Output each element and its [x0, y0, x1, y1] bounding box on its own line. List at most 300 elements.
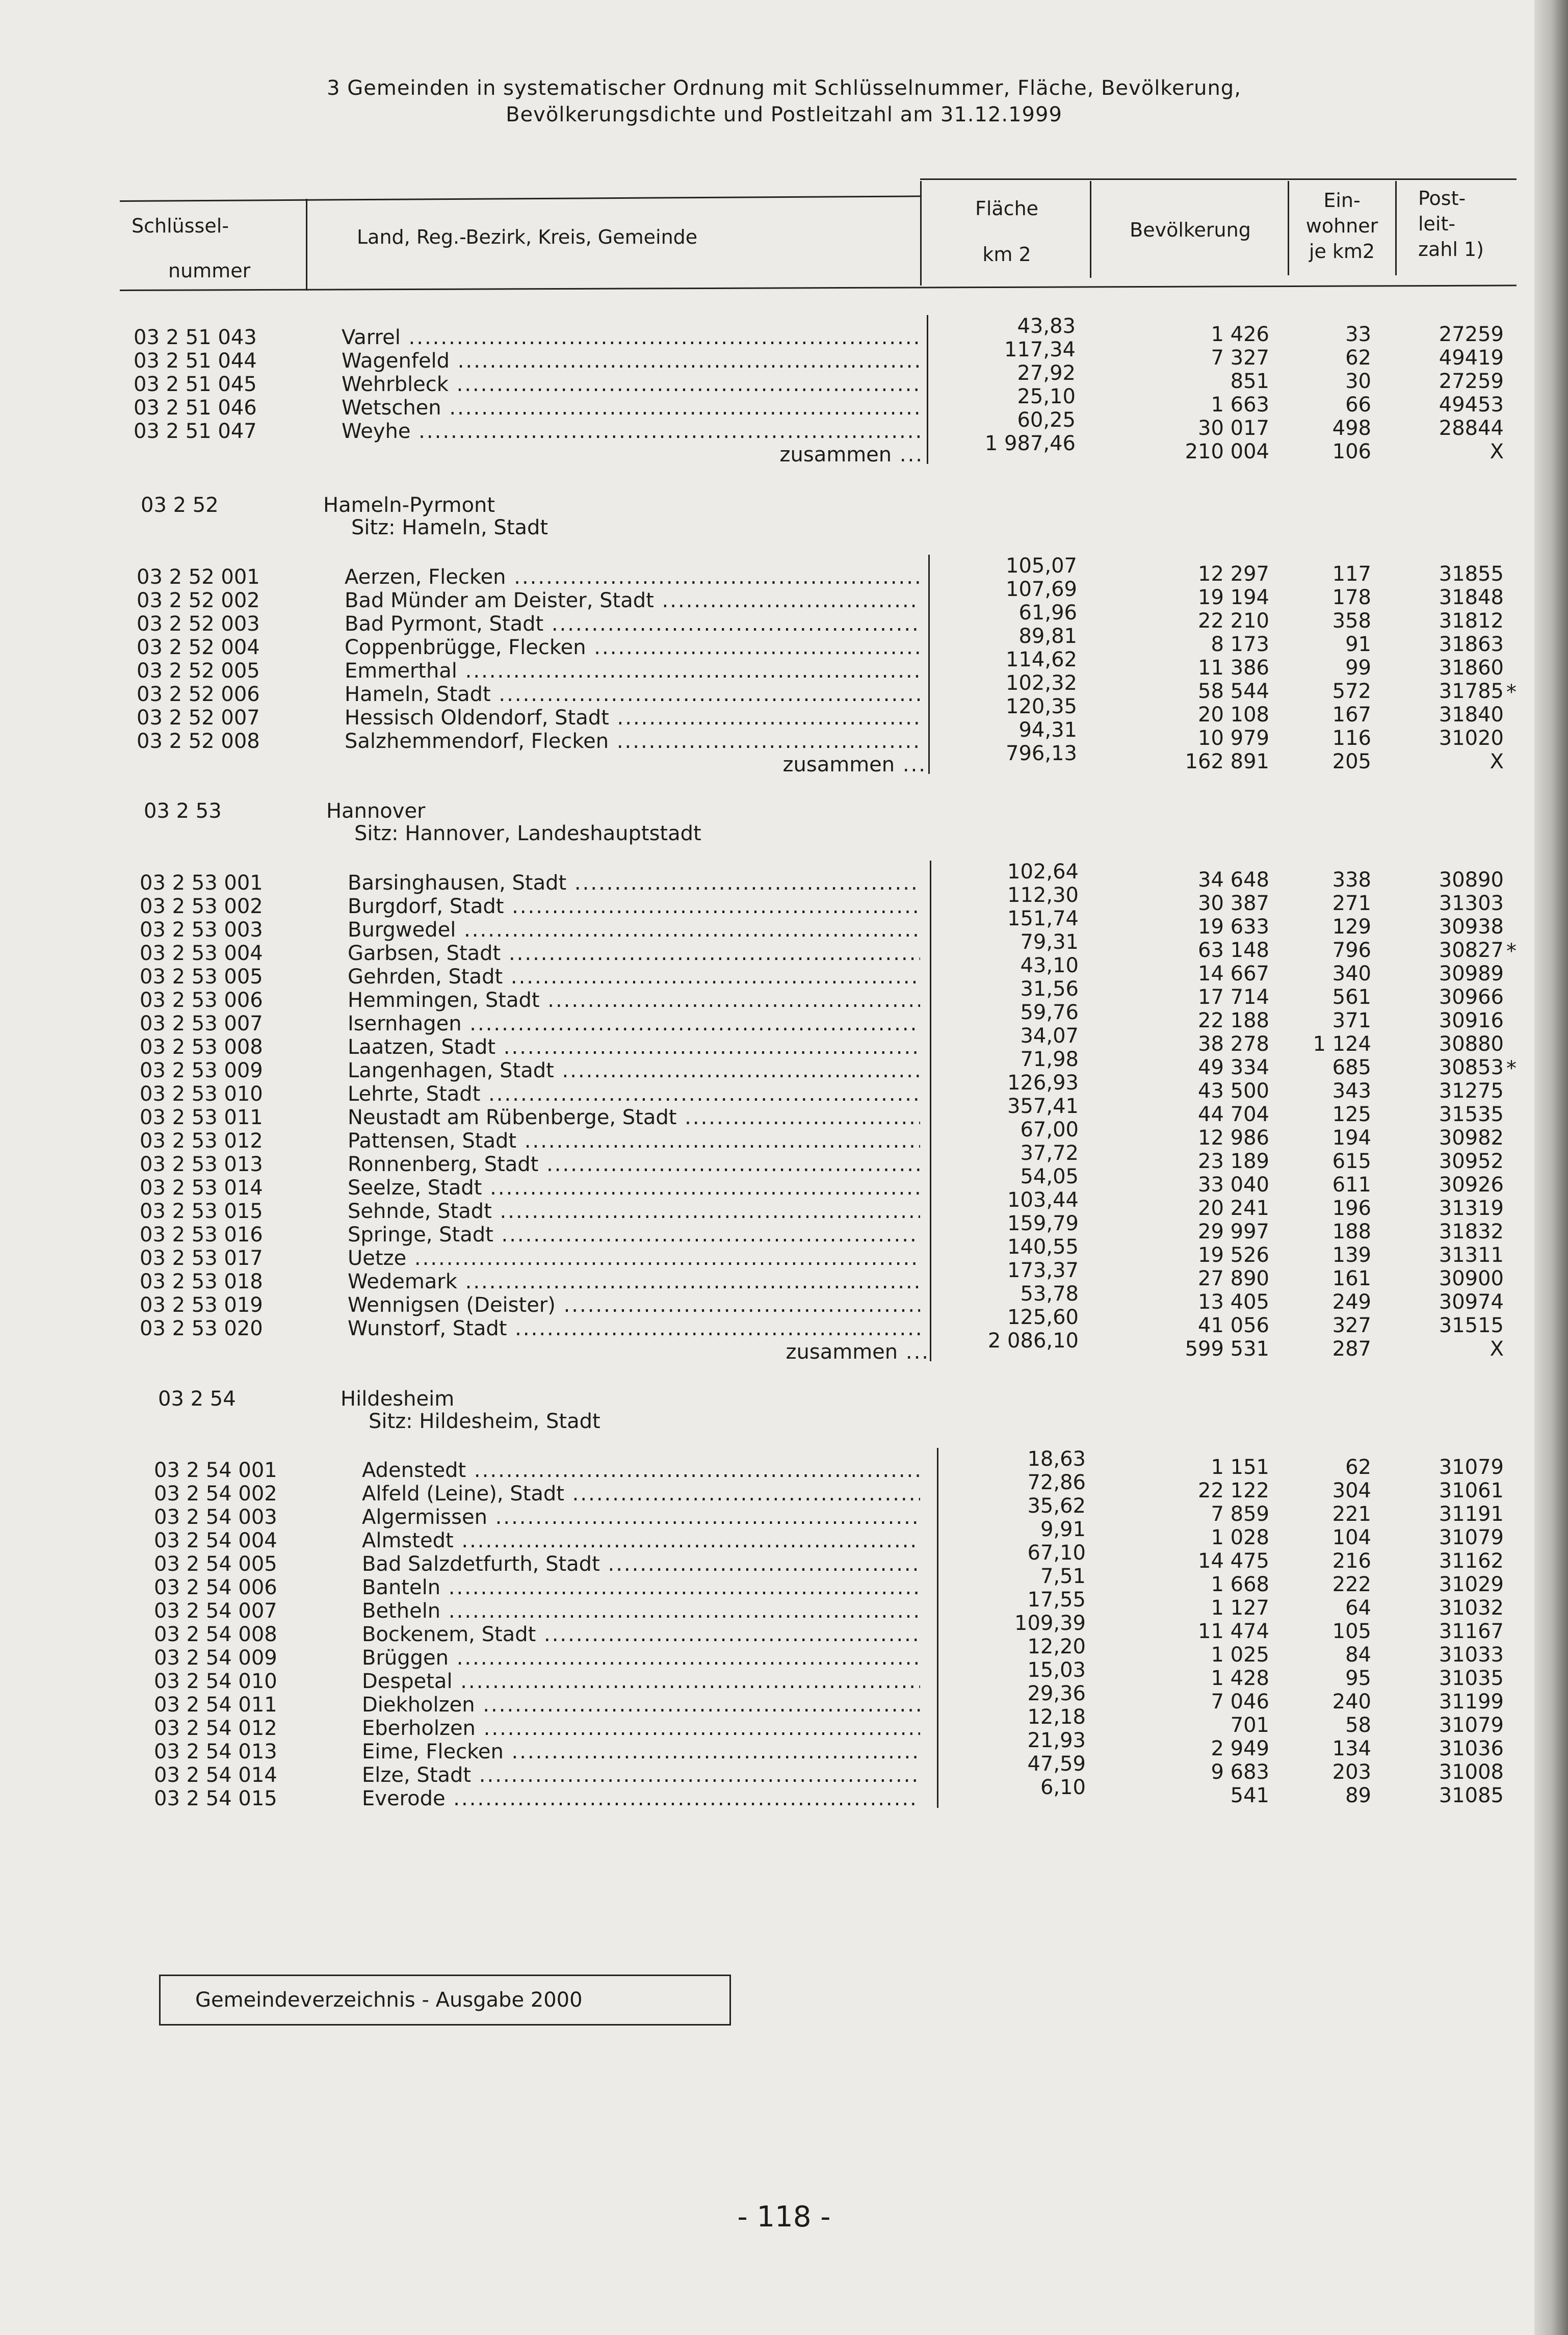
header-name: Land, Reg.-Bezirk, Kreis, Gemeinde — [357, 226, 698, 248]
population-value: 1 151 — [1211, 1456, 1269, 1479]
density-value: 611 — [1332, 1173, 1371, 1197]
municipality-key: 03 2 53 012 — [140, 1129, 263, 1153]
area-value: 61,96 — [1018, 601, 1077, 625]
municipality-key: 03 2 53 014 — [140, 1176, 263, 1200]
postcode-value: 31029 — [1439, 1573, 1504, 1596]
area-value: 114,62 — [1006, 648, 1077, 671]
municipality-name: Hemmingen, Stadt ..... — [348, 988, 920, 1013]
municipality-key: 03 2 53 020 — [140, 1317, 263, 1340]
municipality-name: Aerzen, Flecken ..... — [345, 565, 920, 589]
area-value: 126,93 — [1007, 1071, 1079, 1095]
population-value: 19 633 — [1198, 915, 1269, 939]
density-value: 271 — [1332, 892, 1371, 915]
municipality-name: Wetschen ..... — [342, 396, 920, 420]
municipality-name: Coppenbrügge, Flecken ..... — [345, 635, 920, 660]
municipality-key: 03 2 54 003 — [154, 1506, 277, 1529]
area-value: 53,78 — [1020, 1282, 1079, 1306]
population-value: 14 667 — [1198, 962, 1269, 985]
total-density: 205 — [1332, 750, 1371, 773]
postcode-value: 30938 — [1439, 915, 1504, 939]
area-value: 72,86 — [1027, 1471, 1086, 1494]
population-value: 1 426 — [1211, 323, 1269, 346]
municipality-key: 03 2 51 043 — [134, 326, 257, 349]
page-number: - 118 - — [737, 2200, 831, 2234]
postcode-value: 31036 — [1439, 1737, 1504, 1760]
municipality-name: Burgdorf, Stadt ..... — [348, 894, 920, 919]
municipality-name: Burgwedel ..... — [348, 918, 920, 942]
postcode-value: 31079 — [1439, 1714, 1504, 1737]
municipality-key: 03 2 52 005 — [137, 659, 260, 683]
header-divider-4 — [1288, 181, 1289, 275]
postcode-value: 31079 — [1439, 1526, 1504, 1549]
population-value: 43 500 — [1198, 1079, 1269, 1103]
density-value: 249 — [1332, 1290, 1371, 1314]
municipality-key: 03 2 53 015 — [140, 1200, 263, 1223]
density-value: 116 — [1332, 727, 1371, 750]
municipality-key: 03 2 54 006 — [154, 1576, 277, 1599]
population-value: 41 056 — [1198, 1314, 1269, 1337]
density-value: 572 — [1332, 680, 1371, 703]
density-value: 62 — [1345, 1456, 1371, 1479]
area-value: 12,20 — [1027, 1635, 1086, 1658]
area-value: 105,07 — [1006, 554, 1077, 578]
municipality-key: 03 2 51 046 — [134, 396, 257, 420]
footnote-mark: * — [1506, 1057, 1517, 1080]
area-value: 34,07 — [1020, 1024, 1079, 1048]
postcode-value: 30966 — [1439, 985, 1504, 1009]
area-value: 67,10 — [1027, 1541, 1086, 1565]
postcode-value: 31840 — [1439, 703, 1504, 727]
population-value: 7 046 — [1211, 1690, 1269, 1714]
postcode-value: 30890 — [1439, 868, 1504, 892]
municipality-key: 03 2 53 017 — [140, 1247, 263, 1270]
area-value: 67,00 — [1020, 1118, 1079, 1141]
population-value: 30 387 — [1198, 892, 1269, 915]
municipality-name: Wedemark ..... — [348, 1269, 920, 1294]
density-value: 338 — [1332, 868, 1371, 892]
municipality-name: Banteln ..... — [362, 1575, 920, 1600]
municipality-key: 03 2 53 005 — [140, 965, 263, 989]
population-value: 10 979 — [1198, 727, 1269, 750]
density-value: 240 — [1332, 1690, 1371, 1714]
population-value: 19 194 — [1198, 586, 1269, 609]
population-value: 7 859 — [1211, 1502, 1269, 1526]
postcode-value: 31812 — [1439, 609, 1504, 633]
header-density-line-3: je km2 — [1309, 240, 1375, 263]
municipality-name: Adenstedt ..... — [362, 1458, 920, 1483]
population-value: 14 475 — [1198, 1549, 1269, 1573]
area-value: 60,25 — [1017, 408, 1076, 432]
postcode-value: 30926 — [1439, 1173, 1504, 1197]
municipality-key: 03 2 53 018 — [140, 1270, 263, 1293]
municipality-key: 03 2 53 004 — [140, 942, 263, 965]
municipality-name: Gehrden, Stadt ..... — [348, 965, 920, 989]
density-value: 216 — [1332, 1549, 1371, 1573]
density-value: 167 — [1332, 703, 1371, 727]
municipality-key: 03 2 54 009 — [154, 1646, 277, 1670]
postcode-value: 31832 — [1439, 1220, 1504, 1243]
density-value: 221 — [1332, 1502, 1371, 1526]
area-value: 12,18 — [1027, 1705, 1086, 1729]
page-edge-shadow — [1534, 0, 1568, 2335]
area-value: 27,92 — [1017, 361, 1076, 385]
density-value: 99 — [1345, 656, 1371, 680]
population-value: 49 334 — [1198, 1056, 1269, 1079]
area-value: 25,10 — [1017, 385, 1076, 408]
municipality-key: 03 2 53 008 — [140, 1035, 263, 1059]
area-value: 103,44 — [1007, 1188, 1079, 1212]
municipality-name: Salzhemmendorf, Flecken ..... — [345, 729, 920, 754]
postcode-value: 31167 — [1439, 1620, 1504, 1643]
postcode-value: 31191 — [1439, 1502, 1504, 1526]
municipality-name: Diekholzen ..... — [362, 1693, 920, 1717]
municipality-name: Algermissen ..... — [362, 1505, 920, 1529]
density-value: 371 — [1332, 1009, 1371, 1032]
municipality-name: Barsinghausen, Stadt ..... — [348, 871, 920, 895]
area-value: 102,32 — [1006, 671, 1077, 695]
population-value: 1 668 — [1211, 1573, 1269, 1596]
postcode-value: 31032 — [1439, 1596, 1504, 1620]
density-value: 62 — [1345, 346, 1371, 370]
population-value: 58 544 — [1198, 680, 1269, 703]
population-value: 22 122 — [1198, 1479, 1269, 1502]
column-separator — [927, 315, 928, 464]
municipality-key: 03 2 54 014 — [154, 1763, 277, 1787]
district-key: 03 2 54 — [158, 1387, 236, 1411]
population-value: 2 949 — [1211, 1737, 1269, 1760]
postcode-value: 31319 — [1439, 1197, 1504, 1220]
density-value: 615 — [1332, 1150, 1371, 1173]
area-value: 43,10 — [1020, 954, 1079, 977]
footer-edition-label: Gemeindeverzeichnis - Ausgabe 2000 — [195, 1988, 583, 2012]
postcode-value: 31162 — [1439, 1549, 1504, 1573]
area-value: 159,79 — [1007, 1212, 1079, 1235]
municipality-key: 03 2 51 047 — [134, 420, 257, 443]
municipality-name: Neustadt am Rübenberge, Stadt ..... — [348, 1105, 920, 1130]
total-label: zusammen ... — [740, 443, 924, 467]
postcode-value: 30952 — [1439, 1150, 1504, 1173]
population-value: 1 025 — [1211, 1643, 1269, 1667]
population-value: 9 683 — [1211, 1760, 1269, 1784]
district-seat: Sitz: Hildesheim, Stadt — [369, 1410, 600, 1433]
municipality-key: 03 2 52 003 — [137, 612, 260, 636]
density-value: 95 — [1345, 1667, 1371, 1690]
municipality-key: 03 2 54 008 — [154, 1623, 277, 1646]
population-value: 1 663 — [1211, 393, 1269, 417]
municipality-name: Varrel ..... — [342, 325, 920, 350]
municipality-name: Langenhagen, Stadt ..... — [348, 1058, 920, 1083]
postcode-value: 31008 — [1439, 1760, 1504, 1784]
footer-edition-box — [159, 1975, 731, 2026]
municipality-name: Wagenfeld ..... — [342, 349, 920, 373]
header-top-line-right — [920, 178, 1517, 180]
postcode-value: 31535 — [1439, 1103, 1504, 1126]
population-value: 23 189 — [1198, 1150, 1269, 1173]
municipality-key: 03 2 53 016 — [140, 1223, 263, 1247]
postcode-value: 31199 — [1439, 1690, 1504, 1714]
population-value: 1 028 — [1211, 1526, 1269, 1549]
postcode-value: 30827 — [1439, 939, 1504, 962]
population-value: 1 428 — [1211, 1667, 1269, 1690]
postcode-value: 28844 — [1439, 417, 1504, 440]
density-value: 304 — [1332, 1479, 1371, 1502]
district-seat: Sitz: Hannover, Landeshauptstadt — [354, 822, 701, 845]
municipality-key: 03 2 51 044 — [134, 349, 257, 373]
density-value: 104 — [1332, 1526, 1371, 1549]
footnote-mark: * — [1506, 940, 1517, 963]
municipality-key: 03 2 52 007 — [137, 706, 260, 730]
municipality-name: Springe, Stadt ..... — [348, 1223, 920, 1247]
municipality-key: 03 2 53 003 — [140, 918, 263, 942]
population-value: 29 997 — [1198, 1220, 1269, 1243]
population-value: 33 040 — [1198, 1173, 1269, 1197]
municipality-key: 03 2 53 013 — [140, 1153, 263, 1176]
postcode-value: 31860 — [1439, 656, 1504, 680]
total-area: 2 086,10 — [987, 1329, 1079, 1353]
area-value: 35,62 — [1027, 1494, 1086, 1518]
postcode-value: 30900 — [1439, 1267, 1504, 1290]
footnote-mark: * — [1506, 681, 1517, 704]
municipality-key: 03 2 53 011 — [140, 1106, 263, 1129]
district-key: 03 2 52 — [141, 494, 219, 517]
population-value: 20 241 — [1198, 1197, 1269, 1220]
total-postcode: X — [1489, 440, 1504, 463]
population-value: 63 148 — [1198, 939, 1269, 962]
municipality-name: Pattensen, Stadt ..... — [348, 1129, 920, 1153]
municipality-name: Betheln ..... — [362, 1599, 920, 1623]
density-value: 117 — [1332, 562, 1371, 586]
area-value: 120,35 — [1006, 695, 1077, 718]
population-value: 1 127 — [1211, 1596, 1269, 1620]
population-value: 851 — [1230, 370, 1269, 393]
density-value: 30 — [1345, 370, 1371, 393]
postcode-value: 27259 — [1439, 370, 1504, 393]
municipality-key: 03 2 54 010 — [154, 1670, 277, 1693]
area-value: 89,81 — [1018, 625, 1077, 648]
population-value: 13 405 — [1198, 1290, 1269, 1314]
density-value: 203 — [1332, 1760, 1371, 1784]
district-key: 03 2 53 — [144, 799, 222, 823]
municipality-key: 03 2 53 007 — [140, 1012, 263, 1035]
header-divider-1 — [306, 199, 307, 291]
municipality-name: Garbsen, Stadt ..... — [348, 941, 920, 966]
postcode-value: 31275 — [1439, 1079, 1504, 1103]
density-value: 58 — [1345, 1714, 1371, 1737]
municipality-name: Seelze, Stadt ..... — [348, 1176, 920, 1200]
density-value: 125 — [1332, 1103, 1371, 1126]
total-postcode: X — [1489, 1337, 1504, 1361]
density-value: 796 — [1332, 939, 1371, 962]
postcode-value: 30982 — [1439, 1126, 1504, 1150]
area-value: 31,56 — [1020, 977, 1079, 1001]
municipality-name: Hameln, Stadt ..... — [345, 682, 920, 707]
population-value: 22 210 — [1198, 609, 1269, 633]
municipality-name: Everode ..... — [362, 1786, 920, 1811]
population-value: 7 327 — [1211, 346, 1269, 370]
area-value: 151,74 — [1007, 907, 1079, 930]
density-value: 561 — [1332, 985, 1371, 1009]
district-name: Hannover — [326, 799, 426, 823]
municipality-name: Sehnde, Stadt ..... — [348, 1199, 920, 1224]
postcode-value: 30853 — [1439, 1056, 1504, 1079]
header-postcode-line-3: zahl 1) — [1418, 238, 1484, 261]
postcode-value: 49419 — [1439, 346, 1504, 370]
density-value: 327 — [1332, 1314, 1371, 1337]
header-density-line-1: Ein- — [1323, 189, 1361, 212]
municipality-name: Uetze ..... — [348, 1246, 920, 1270]
postcode-value: 27259 — [1439, 323, 1504, 346]
postcode-value: 31061 — [1439, 1479, 1504, 1502]
density-value: 129 — [1332, 915, 1371, 939]
population-value: 11 386 — [1198, 656, 1269, 680]
municipality-name: Isernhagen ..... — [348, 1011, 920, 1036]
postcode-value: 49453 — [1439, 393, 1504, 417]
area-value: 29,36 — [1027, 1682, 1086, 1705]
municipality-name: Bad Pyrmont, Stadt ..... — [345, 612, 920, 636]
header-divider-3 — [1090, 181, 1091, 278]
municipality-name: Weyhe ..... — [342, 419, 920, 444]
municipality-key: 03 2 53 001 — [140, 871, 263, 895]
municipality-name: Lehrte, Stadt ..... — [348, 1082, 920, 1106]
density-value: 498 — [1332, 417, 1371, 440]
population-value: 38 278 — [1198, 1032, 1269, 1056]
density-value: 33 — [1345, 323, 1371, 346]
municipality-name: Emmerthal ..... — [345, 659, 920, 683]
area-value: 15,03 — [1027, 1658, 1086, 1682]
area-value: 173,37 — [1007, 1259, 1079, 1282]
municipality-key: 03 2 54 004 — [154, 1529, 277, 1552]
density-value: 105 — [1332, 1620, 1371, 1643]
municipality-key: 03 2 54 001 — [154, 1459, 277, 1482]
header-population: Bevölkerung — [1130, 219, 1251, 241]
postcode-value: 30916 — [1439, 1009, 1504, 1032]
area-value: 125,60 — [1007, 1306, 1079, 1329]
population-value: 19 526 — [1198, 1243, 1269, 1267]
header-area-line-2: km 2 — [982, 243, 1031, 266]
population-value: 701 — [1230, 1714, 1269, 1737]
header-top-line — [120, 195, 920, 202]
postcode-value: 31515 — [1439, 1314, 1504, 1337]
header-area-line-1: Fläche — [975, 197, 1039, 220]
municipality-name: Wehrbleck ..... — [342, 372, 920, 397]
area-value: 54,05 — [1020, 1165, 1079, 1188]
total-density: 287 — [1332, 1337, 1371, 1361]
population-value: 22 188 — [1198, 1009, 1269, 1032]
total-postcode: X — [1489, 750, 1504, 773]
population-value: 8 173 — [1211, 633, 1269, 656]
header-density-line-2: wohner — [1305, 215, 1378, 237]
area-value: 79,31 — [1020, 930, 1079, 954]
area-value: 94,31 — [1018, 718, 1077, 742]
municipality-key: 03 2 54 012 — [154, 1717, 277, 1740]
area-value: 112,30 — [1007, 884, 1079, 907]
area-value: 140,55 — [1007, 1235, 1079, 1259]
municipality-name: Wunstorf, Stadt ..... — [348, 1316, 920, 1341]
area-value: 17,55 — [1027, 1588, 1086, 1612]
municipality-name: Eberholzen ..... — [362, 1716, 920, 1741]
population-value: 17 714 — [1198, 985, 1269, 1009]
municipality-name: Eime, Flecken ..... — [362, 1740, 920, 1764]
area-value: 7,51 — [1040, 1565, 1086, 1588]
total-population: 599 531 — [1185, 1337, 1269, 1361]
population-value: 541 — [1230, 1784, 1269, 1807]
density-value: 66 — [1345, 393, 1371, 417]
postcode-value: 31848 — [1439, 586, 1504, 609]
density-value: 196 — [1332, 1197, 1371, 1220]
postcode-value: 31311 — [1439, 1243, 1504, 1267]
district-seat: Sitz: Hameln, Stadt — [351, 516, 548, 539]
density-value: 161 — [1332, 1267, 1371, 1290]
area-value: 357,41 — [1007, 1095, 1079, 1118]
density-value: 188 — [1332, 1220, 1371, 1243]
population-value: 11 474 — [1198, 1620, 1269, 1643]
municipality-key: 03 2 52 004 — [137, 636, 260, 659]
total-area: 796,13 — [1006, 742, 1077, 765]
population-value: 12 986 — [1198, 1126, 1269, 1150]
municipality-key: 03 2 52 008 — [137, 730, 260, 753]
municipality-name: Elze, Stadt ..... — [362, 1763, 920, 1787]
population-value: 34 648 — [1198, 868, 1269, 892]
municipality-name: Bockenem, Stadt ..... — [362, 1622, 920, 1647]
municipality-name: Brüggen ..... — [362, 1646, 920, 1670]
density-value: 89 — [1345, 1784, 1371, 1807]
municipality-key: 03 2 54 013 — [154, 1740, 277, 1763]
header-key-line-2: nummer — [168, 260, 251, 282]
postcode-value: 30989 — [1439, 962, 1504, 985]
header-divider-2 — [920, 181, 922, 286]
population-value: 44 704 — [1198, 1103, 1269, 1126]
density-value: 1 124 — [1313, 1032, 1371, 1056]
population-value: 27 890 — [1198, 1267, 1269, 1290]
area-value: 37,72 — [1020, 1141, 1079, 1165]
district-name: Hildesheim — [341, 1387, 455, 1411]
district-name: Hameln-Pyrmont — [323, 494, 495, 517]
density-value: 91 — [1345, 633, 1371, 656]
header-key-line-1: Schlüssel- — [132, 215, 229, 237]
postcode-value: 30880 — [1439, 1032, 1504, 1056]
postcode-value: 31855 — [1439, 562, 1504, 586]
area-value: 18,63 — [1027, 1447, 1086, 1471]
density-value: 343 — [1332, 1079, 1371, 1103]
density-value: 139 — [1332, 1243, 1371, 1267]
density-value: 134 — [1332, 1737, 1371, 1760]
area-value: 117,34 — [1004, 338, 1076, 361]
density-value: 194 — [1332, 1126, 1371, 1150]
municipality-name: Almstedt ..... — [362, 1528, 920, 1553]
municipality-name: Ronnenberg, Stadt ..... — [348, 1152, 920, 1177]
municipality-name: Bad Münder am Deister, Stadt ..... — [345, 588, 920, 613]
municipality-name: Hessisch Oldendorf, Stadt ..... — [345, 706, 920, 730]
header-divider-5 — [1395, 181, 1397, 275]
total-population: 162 891 — [1185, 750, 1269, 773]
area-value: 47,59 — [1027, 1752, 1086, 1776]
population-value: 30 017 — [1198, 417, 1269, 440]
column-separator — [930, 861, 931, 1361]
municipality-name: Despetal ..... — [362, 1669, 920, 1694]
postcode-value: 31863 — [1439, 633, 1504, 656]
column-separator — [928, 555, 930, 774]
postcode-value: 30974 — [1439, 1290, 1504, 1314]
area-value: 109,39 — [1014, 1612, 1086, 1635]
municipality-key: 03 2 53 006 — [140, 989, 263, 1012]
municipality-key: 03 2 54 015 — [154, 1787, 277, 1810]
municipality-key: 03 2 51 045 — [134, 373, 257, 396]
postcode-value: 31079 — [1439, 1456, 1504, 1479]
total-label: zusammen ... — [743, 753, 927, 777]
municipality-key: 03 2 54 007 — [154, 1599, 277, 1623]
postcode-value: 31033 — [1439, 1643, 1504, 1667]
area-value: 71,98 — [1020, 1048, 1079, 1071]
